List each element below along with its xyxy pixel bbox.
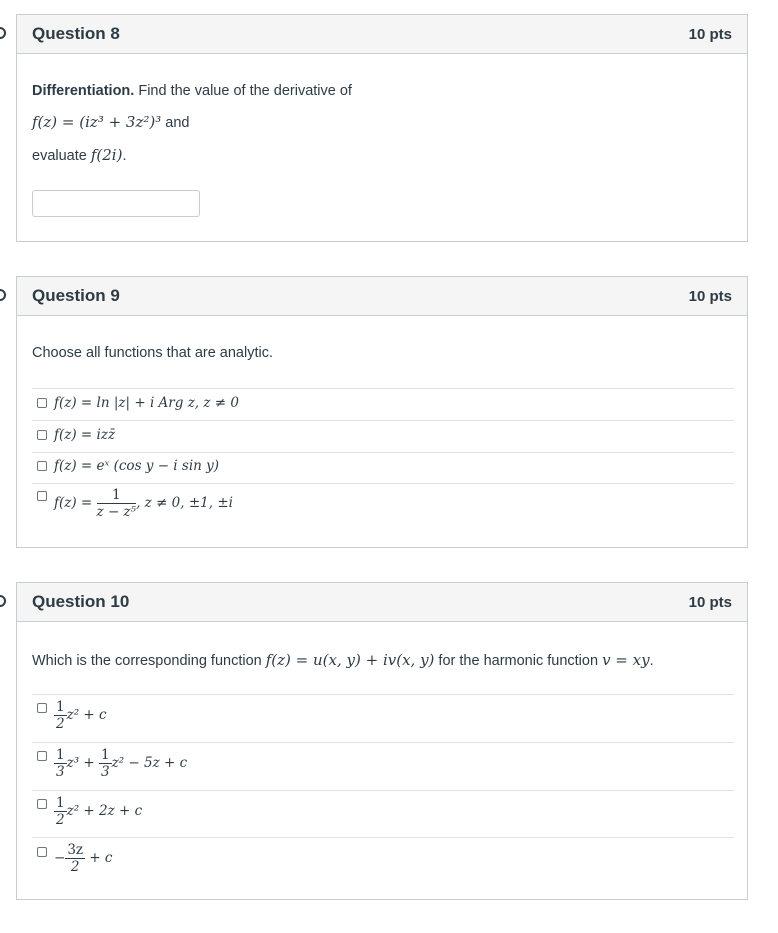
option-checkbox[interactable]	[37, 847, 47, 857]
fraction	[54, 699, 67, 732]
function-expression: f(z) = (iz³ + 3z²)³	[32, 113, 162, 131]
fraction	[65, 842, 85, 875]
option-rational[interactable]	[54, 487, 233, 520]
option-checkbox[interactable]	[37, 398, 47, 408]
divider	[32, 452, 734, 453]
option-rest: z² + c	[66, 707, 107, 723]
divider	[32, 837, 734, 838]
question-points: 10 pts	[688, 288, 732, 305]
flag-icon[interactable]	[0, 595, 6, 607]
numerator: 1	[97, 487, 137, 504]
evaluate-math: f(2i)	[90, 146, 123, 164]
numerator: 1	[101, 747, 110, 763]
option-checkbox[interactable]	[37, 799, 47, 809]
period: .	[122, 148, 127, 164]
denominator: 3	[101, 764, 110, 780]
question-9-card	[16, 276, 748, 548]
option-checkbox[interactable]	[37, 461, 47, 471]
denominator: 2	[56, 716, 65, 732]
prompt-part: .	[649, 653, 654, 669]
numerator: 3z	[67, 842, 84, 858]
denominator: z − z⁵	[96, 504, 137, 520]
denominator: 2	[56, 812, 65, 828]
option-rest: z² − 5z + c	[111, 755, 188, 771]
evaluate-text: evaluate	[32, 148, 91, 164]
fraction	[54, 795, 67, 828]
divider	[32, 790, 734, 791]
option-rest: + c	[85, 850, 113, 866]
function-line	[32, 113, 190, 131]
prompt-part: for the harmonic function	[434, 653, 603, 669]
question-10-card	[16, 582, 748, 900]
fraction	[97, 487, 137, 520]
numerator: 1	[56, 699, 65, 715]
denominator: 3	[56, 764, 65, 780]
question-8-card	[16, 14, 748, 242]
option-half-z2[interactable]	[54, 699, 107, 732]
question-title: Question 8	[32, 24, 120, 43]
evaluate-line	[32, 146, 127, 164]
question-header	[17, 277, 747, 316]
option-mid: z³ +	[66, 755, 100, 771]
flag-icon[interactable]	[0, 27, 6, 39]
option-rest: z² + 2z + c	[66, 803, 143, 819]
numerator: 1	[56, 747, 65, 763]
prompt-math: v = xy	[602, 651, 650, 669]
flag-icon[interactable]	[0, 289, 6, 301]
prompt-part: Which is the corresponding function	[32, 653, 266, 669]
option-rhs: , z ≠ 0, ±1, ±i	[136, 495, 233, 511]
prompt-bold: Differentiation.	[32, 83, 135, 99]
option-exp-cos-sin[interactable]: f(z) = eˣ (cos y − i sin y)	[54, 458, 220, 474]
question-title: Question 10	[32, 592, 130, 611]
question-prompt: Choose all functions that are analytic.	[32, 345, 273, 361]
option-half-z2-2z[interactable]	[54, 795, 142, 828]
option-third-z3[interactable]	[54, 747, 187, 780]
question-prompt	[32, 651, 654, 669]
divider	[32, 420, 734, 421]
question-title: Question 9	[32, 286, 120, 305]
and-text: and	[161, 115, 190, 131]
sign: −	[54, 850, 66, 866]
divider	[32, 694, 734, 695]
divider	[32, 742, 734, 743]
question-points: 10 pts	[688, 594, 732, 611]
option-checkbox[interactable]	[37, 430, 47, 440]
question-points: 10 pts	[688, 26, 732, 43]
question-header	[17, 15, 747, 54]
answer-input[interactable]	[32, 190, 200, 217]
prompt-rest: Find the value of the derivative of	[134, 83, 352, 99]
option-ln-arg[interactable]: f(z) = ln |z| + i Arg z, z ≠ 0	[54, 395, 239, 411]
question-prompt	[32, 83, 352, 99]
divider	[32, 388, 734, 389]
numerator: 1	[56, 795, 65, 811]
question-header	[17, 583, 747, 622]
option-checkbox[interactable]	[37, 491, 47, 501]
option-neg-3z-over-2[interactable]	[54, 842, 112, 875]
option-checkbox[interactable]	[37, 751, 47, 761]
option-lhs: f(z) =	[54, 495, 93, 511]
divider	[32, 483, 734, 484]
fraction	[54, 747, 67, 780]
option-izzbar[interactable]: f(z) = izz̄	[54, 427, 116, 443]
fraction	[99, 747, 112, 780]
denominator: 2	[70, 859, 80, 875]
prompt-math: f(z) = u(x, y) + iv(x, y)	[265, 651, 435, 669]
option-checkbox[interactable]	[37, 703, 47, 713]
